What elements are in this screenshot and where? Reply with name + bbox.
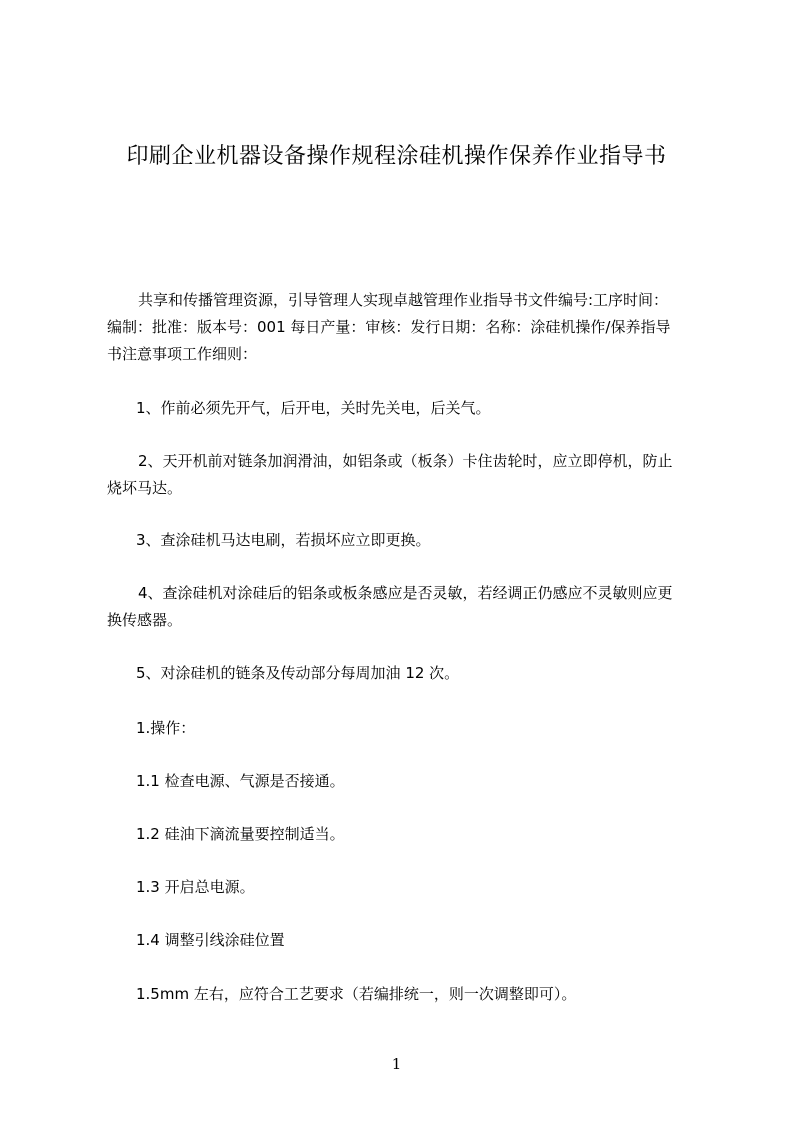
intro-line: 共享和传播管理资源，引导管理人实现卓越管理作业指导书文件编号:工序时间： bbox=[138, 291, 669, 309]
section-heading: 1.操作： bbox=[136, 719, 196, 737]
document-title: 印刷企业机器设备操作规程涂硅机操作保养作业指导书 bbox=[126, 144, 667, 169]
rule-line: 1、作前必须先开气，后开电，关时先关电，后关气。 bbox=[136, 399, 491, 417]
step-1-1 bbox=[107, 768, 710, 795]
rule-line: 换传感器。 bbox=[107, 611, 183, 629]
page-number: 1 bbox=[391, 1055, 402, 1073]
rule-item-1 bbox=[107, 395, 710, 422]
rule-item-3 bbox=[107, 527, 710, 554]
step-line: 1.4 调整引线涂硅位置 bbox=[136, 931, 285, 949]
step-line: 1.5mm 左右，应符合工艺要求（若编排统一，则一次调整即可）。 bbox=[136, 985, 577, 1003]
section-heading-operation bbox=[107, 715, 710, 742]
rule-line: 5、对涂硅机的链条及传动部分每周加油 12 次。 bbox=[136, 664, 460, 682]
rule-item-2 bbox=[107, 448, 710, 502]
rule-item-4 bbox=[107, 580, 710, 634]
intro-paragraph bbox=[107, 287, 705, 368]
step-line: 1.2 硅油下滴流量要控制适当。 bbox=[136, 825, 345, 843]
rule-line: 3、查涂硅机马达电刷，若损坏应立即更换。 bbox=[136, 531, 431, 549]
step-line: 1.1 检查电源、气源是否接通。 bbox=[136, 772, 345, 790]
rule-line: 4、查涂硅机对涂硅后的铝条或板条感应是否灵敏，若经调正仍感应不灵敏则应更 bbox=[138, 584, 673, 602]
step-1-3 bbox=[107, 874, 710, 901]
intro-line: 编制：批准：版本号：001 每日产量：审核：发行日期：名称：涂硅机操作/保养指导 bbox=[107, 318, 671, 336]
step-1-2 bbox=[107, 821, 710, 848]
rule-line: 烧坏马达。 bbox=[107, 479, 183, 497]
step-1-5 bbox=[107, 981, 710, 1008]
rule-line: 2、天开机前对链条加润滑油，如铝条或（板条）卡住齿轮时，应立即停机，防止 bbox=[138, 452, 673, 470]
intro-line: 书注意事项工作细则： bbox=[107, 345, 258, 363]
step-1-4 bbox=[107, 927, 710, 954]
rule-item-5 bbox=[107, 660, 710, 687]
step-line: 1.3 开启总电源。 bbox=[136, 878, 255, 896]
